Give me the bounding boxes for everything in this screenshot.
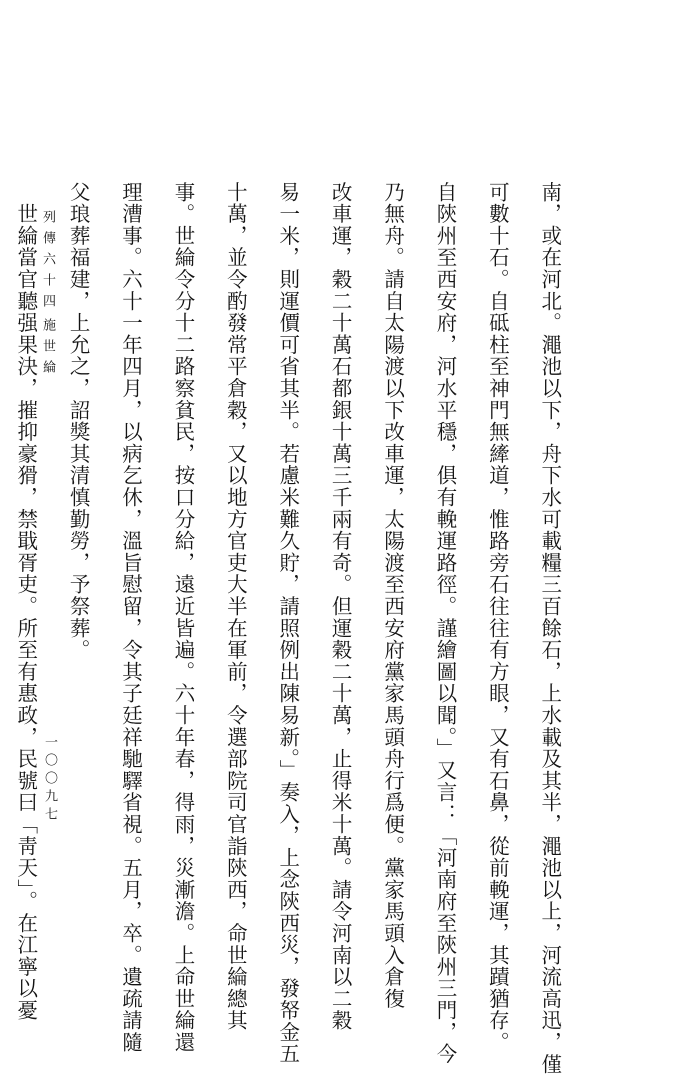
biography-name: 施世綸 <box>40 318 55 381</box>
text-column: 事。世綸令分十二路察貧民，按口分給，遠近皆遍。六十年春，得雨，災漸澹。上命世綸還 <box>170 181 195 1054</box>
text-column: 乃無舟。請自太陽渡以下改車運，太陽渡至西安府黨家馬頭舟行爲便。黨家馬頭入倉復 <box>380 181 405 1010</box>
text-column: 自陝州至西安府，河水平穩，俱有輓運路徑。謹繪圖以聞。」又言：「河南府至陝州三門，今 <box>432 181 457 1065</box>
chapter-header: 列傳六十四 <box>40 210 55 315</box>
page-number: 一〇〇九七 <box>42 735 57 825</box>
text-column: 改車運，穀二十萬石都銀十萬三千兩有奇。但運穀二十萬，止得米十萬。請令河南以二穀 <box>328 181 353 1032</box>
text-column: 父琅葬福建，上允之，詔獎其清慎勤勞，予祭葬。 <box>66 181 91 661</box>
text-column: 世綸當官聽强果決，摧抑豪猾，禁戢胥吏。所至有惠政，民號曰「靑天」。在江寧以憂 <box>13 181 38 1022</box>
text-column: 易一米，則運價可省其半。若慮米難久貯，請照例出陳易新。」奏入，上念陝西災，發帑金五 <box>275 181 300 1065</box>
text-column: 南，或在河北。澠池以下，舟下水可載糧三百餘石，上水載及其半，澠池以上，河流高迅，僅 <box>537 181 562 1075</box>
text-column: 十萬，並令酌發常平倉穀，又以地方官吏大半在軍前，令選部院司官詣陝西，命世綸總其 <box>223 181 248 1032</box>
text-column: 可數十石。自砥柱至神門無縴道，惟路旁石往往有方眼，又有石鼻，從前輓運，其蹟猶存。 <box>485 181 510 1054</box>
text-column: 理漕事。六十一年四月，以病乞休，溫旨慰留，令其子廷祥馳驛省視。五月，卒。遺疏請隨 <box>118 181 143 1054</box>
